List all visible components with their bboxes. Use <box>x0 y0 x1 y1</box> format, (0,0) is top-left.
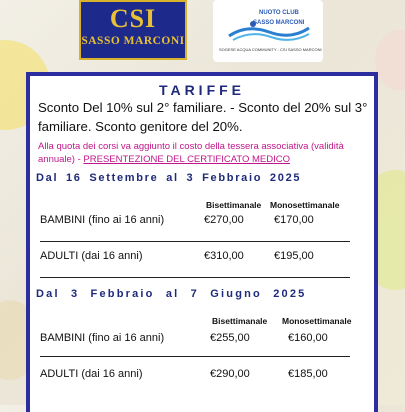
row-separator <box>40 356 350 357</box>
column-header-bisettimanale: Bisettimanale <box>212 316 268 326</box>
row-separator <box>40 277 350 278</box>
swim-logo-place: SASSO MARCONI <box>253 20 305 26</box>
row-label: BAMBINI (fino ai 16 anni) <box>40 214 165 226</box>
membership-note-text: Alla quota dei corsi va aggiunto il costo della tessera associativa (validità annuale) - <box>38 141 344 165</box>
period-title: Dal 16 Settembre al 3 Febbraio 2025 <box>36 172 302 184</box>
swim-club-logo <box>213 0 323 62</box>
period-title: Dal 3 Febbraio al 7 Giugno 2025 <box>36 288 307 300</box>
swim-logo-club: NUOTO CLUB <box>259 10 299 16</box>
card-title: TARIFFE <box>158 82 246 98</box>
row-label: BAMBINI (fino ai 16 anni) <box>40 332 165 344</box>
price-monosettimanale: €185,00 <box>288 368 328 380</box>
csi-logo-mark: CSI <box>109 4 157 33</box>
row-separator <box>40 241 350 242</box>
price-bisettimanale: €310,00 <box>204 250 244 262</box>
row-label: ADULTI (dai 16 anni) <box>40 250 143 262</box>
column-header-monosettimanale: Monosettimanale <box>282 316 352 326</box>
row-label: ADULTI (dai 16 anni) <box>40 368 143 380</box>
medical-certificate-note: PRESENTEZIONE DEL CERTIFICATO MEDICO <box>83 154 290 165</box>
column-header-bisettimanale: Bisettimanale <box>206 200 262 210</box>
csi-logo <box>79 0 187 60</box>
price-bisettimanale: €255,00 <box>210 332 250 344</box>
swim-logo-footer: SOGESE ACQUA COMMUNITY - CSI SASSO MARCONI <box>219 47 322 52</box>
background-decoration <box>375 30 405 90</box>
column-header-monosettimanale: Monosettimanale <box>270 200 340 210</box>
price-monosettimanale: €195,00 <box>274 250 314 262</box>
membership-note <box>38 140 374 166</box>
price-bisettimanale: €290,00 <box>210 368 250 380</box>
discount-text: Sconto Del 10% sul 2° familiare. - Sconto del 20% sul 3° familiare. Sconto genitore del 20%. <box>38 100 368 134</box>
price-card <box>26 72 378 412</box>
price-bisettimanale: €270,00 <box>204 214 244 226</box>
price-monosettimanale: €160,00 <box>288 332 328 344</box>
csi-logo-name: SASSO MARCONI <box>81 35 185 47</box>
price-monosettimanale: €170,00 <box>274 214 314 226</box>
